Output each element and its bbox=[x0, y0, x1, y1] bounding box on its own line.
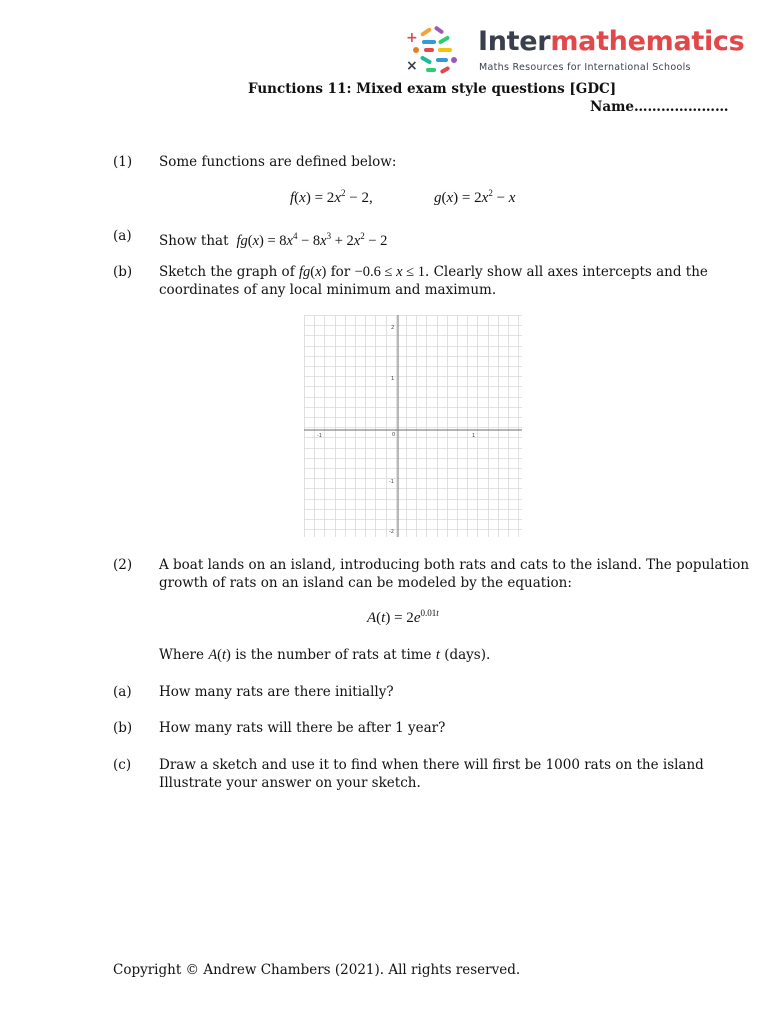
name-field-label: Name………………… bbox=[590, 99, 729, 115]
logo-icon bbox=[404, 24, 462, 78]
brand-part2: mathematics bbox=[550, 26, 745, 57]
q2c-line2: Illustrate your answer on your sketch. bbox=[159, 775, 421, 791]
q1a-expression: $fg(x) = 8x^4 - 8x^3 + 2x^2 - 2$ bbox=[236, 231, 388, 249]
q2-where-a: Where bbox=[159, 647, 205, 663]
q2-where bbox=[159, 646, 490, 664]
logo bbox=[404, 24, 745, 78]
q2-where-t: t bbox=[435, 647, 440, 663]
y-tick-1: 1 bbox=[391, 376, 395, 382]
q1-number: (1) bbox=[113, 154, 133, 170]
x-tick-neg1: -1 bbox=[317, 433, 322, 439]
q2c-line1: Draw a sketch and use it to find when there will first be 1000 rats on the island bbox=[159, 757, 704, 773]
q2a-label: (a) bbox=[113, 684, 132, 700]
brand-part1: Inter bbox=[478, 26, 551, 57]
svg-text:×: × bbox=[406, 58, 418, 74]
q2b-label: (b) bbox=[113, 720, 133, 736]
q2-number: (2) bbox=[113, 557, 133, 573]
copyright-footer: Copyright © Andrew Chambers (2021). All rights reserved. bbox=[113, 962, 521, 978]
q2b-text: How many rats will there be after 1 year? bbox=[159, 720, 446, 736]
q1b-text-for: for bbox=[330, 264, 351, 280]
y-tick-neg1: -1 bbox=[389, 479, 394, 485]
q1a-text-lead: Show that bbox=[159, 232, 229, 249]
q2-line1: A boat lands on an island, introducing both rats and cats to the island. The population bbox=[159, 557, 750, 573]
brand-name bbox=[478, 27, 744, 57]
y-tick-2: 2 bbox=[391, 325, 395, 331]
q1-function-f: $f(x) = 2x^2 - 2$, bbox=[290, 188, 373, 206]
q1-function-g: $g(x) = 2x^2 - x$ bbox=[434, 188, 516, 206]
svg-text:+: + bbox=[406, 30, 418, 46]
q2-where-b: is the number of rats at time bbox=[235, 647, 432, 663]
q1b-domain: −0.6 ≤ x ≤ 1 bbox=[354, 264, 425, 280]
x-tick-1: 1 bbox=[472, 433, 476, 439]
grid-lines bbox=[304, 315, 522, 537]
q1b-line1 bbox=[159, 263, 708, 281]
y-tick-neg2: -2 bbox=[389, 529, 394, 535]
q2c-label: (c) bbox=[113, 757, 132, 773]
q1-intro: Some functions are defined below: bbox=[159, 154, 397, 170]
graph-grid bbox=[304, 315, 522, 537]
q2-where-c: (days). bbox=[444, 647, 491, 663]
q1a-label: (a) bbox=[113, 228, 132, 244]
q2-where-At: A(t) bbox=[208, 647, 231, 663]
q2a-text: How many rats are there initially? bbox=[159, 684, 394, 700]
q1b-fg: fg(x) bbox=[298, 264, 327, 280]
q1b-text-pre: Sketch the graph of bbox=[159, 264, 295, 280]
x-tick-0: 0 bbox=[392, 432, 396, 438]
q1a-text bbox=[159, 227, 387, 250]
q1b-label: (b) bbox=[113, 264, 133, 280]
q1b-text-post: . Clearly show all axes intercepts and the bbox=[424, 264, 708, 280]
brand-tagline: Maths Resources for International Schools bbox=[479, 62, 691, 73]
q1b-line2: coordinates of any local minimum and maximum. bbox=[159, 282, 497, 298]
q2-line2: growth of rats on an island can be modeled by the equation: bbox=[159, 575, 572, 591]
page-title: Functions 11: Mixed exam style questions [GDC] bbox=[248, 81, 617, 97]
q2-equation: $A(t) = 2e^{0.01t}$ bbox=[367, 608, 439, 626]
